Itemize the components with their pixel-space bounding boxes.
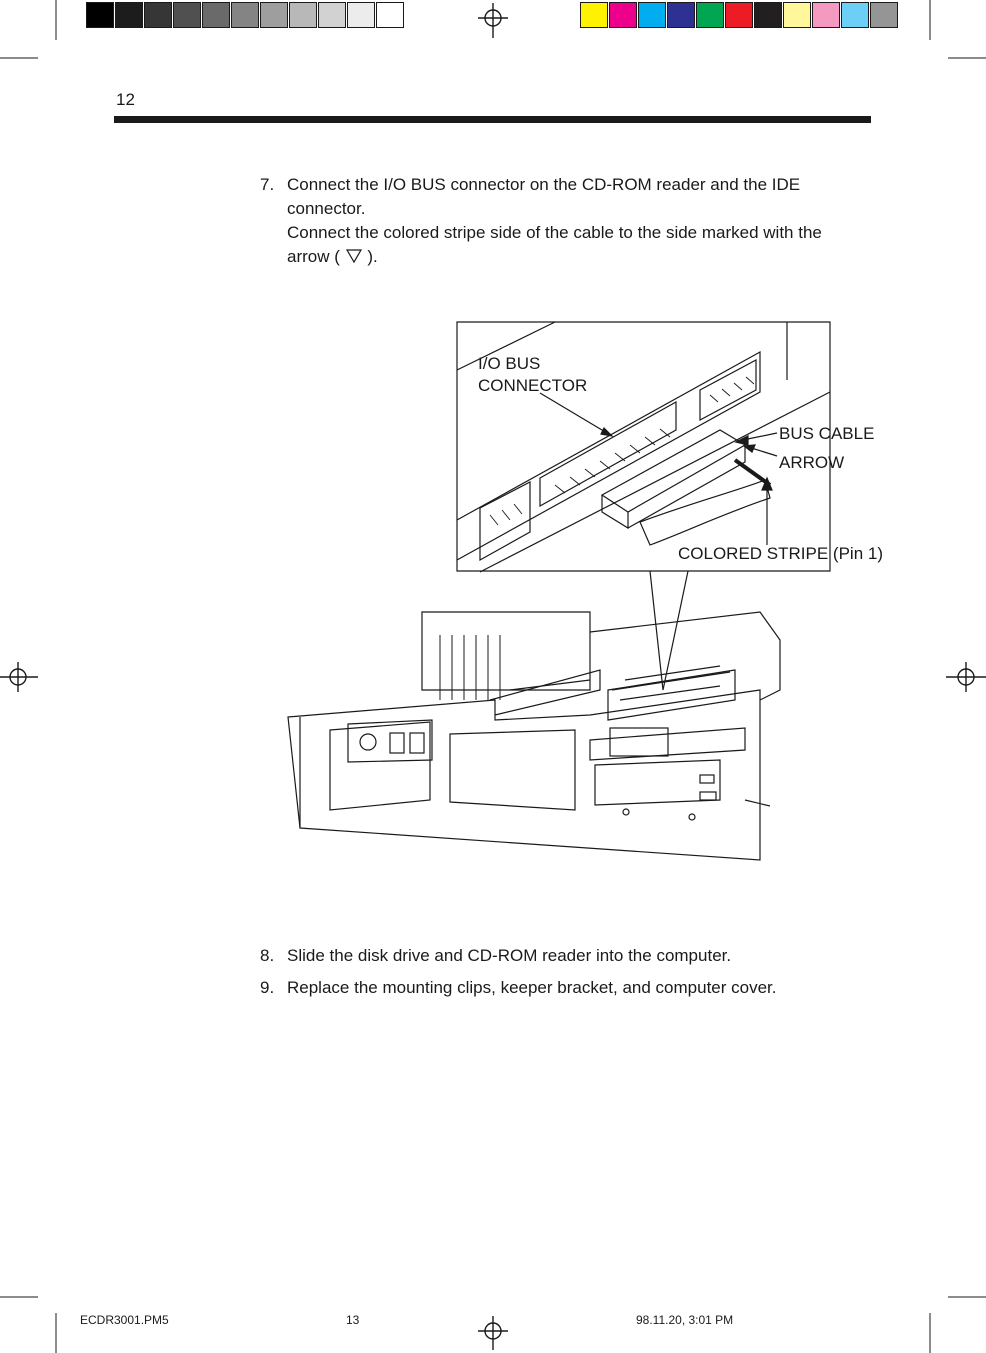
colored-stripe-label: COLORED STRIPE (Pin 1)	[678, 544, 883, 563]
bus-cable-label: BUS CABLE	[779, 424, 875, 443]
computer-chassis	[288, 612, 780, 860]
step-text: Slide the disk drive and CD-ROM reader into the computer.	[287, 946, 732, 965]
page-number: 12	[116, 90, 135, 109]
footer-timestamp: 98.11.20, 3:01 PM	[636, 1313, 734, 1327]
step-number: 8.	[260, 946, 275, 965]
step-number: 9.	[260, 978, 275, 997]
step-text-line: Connect the I/O BUS connector on the CD-ROM reader and the IDE	[287, 175, 801, 194]
footer-file: ECDR3001.PM5	[80, 1313, 169, 1327]
io-bus-label-line1: I/O BUS	[478, 354, 541, 373]
footer-page: 13	[346, 1313, 360, 1327]
step-text-line: connector.	[287, 199, 366, 218]
step-text-line: Connect the colored stripe side of the cable to the side marked with the	[287, 223, 822, 242]
step-text: Replace the mounting clips, keeper bracket, and computer cover.	[287, 978, 777, 997]
arrow-label: ARROW	[779, 453, 845, 472]
arrow-line-suffix: ).	[367, 247, 378, 266]
step-number: 7.	[260, 175, 275, 194]
arrow-line-prefix: arrow (	[287, 247, 340, 266]
io-bus-label-line2: CONNECTOR	[478, 376, 588, 395]
